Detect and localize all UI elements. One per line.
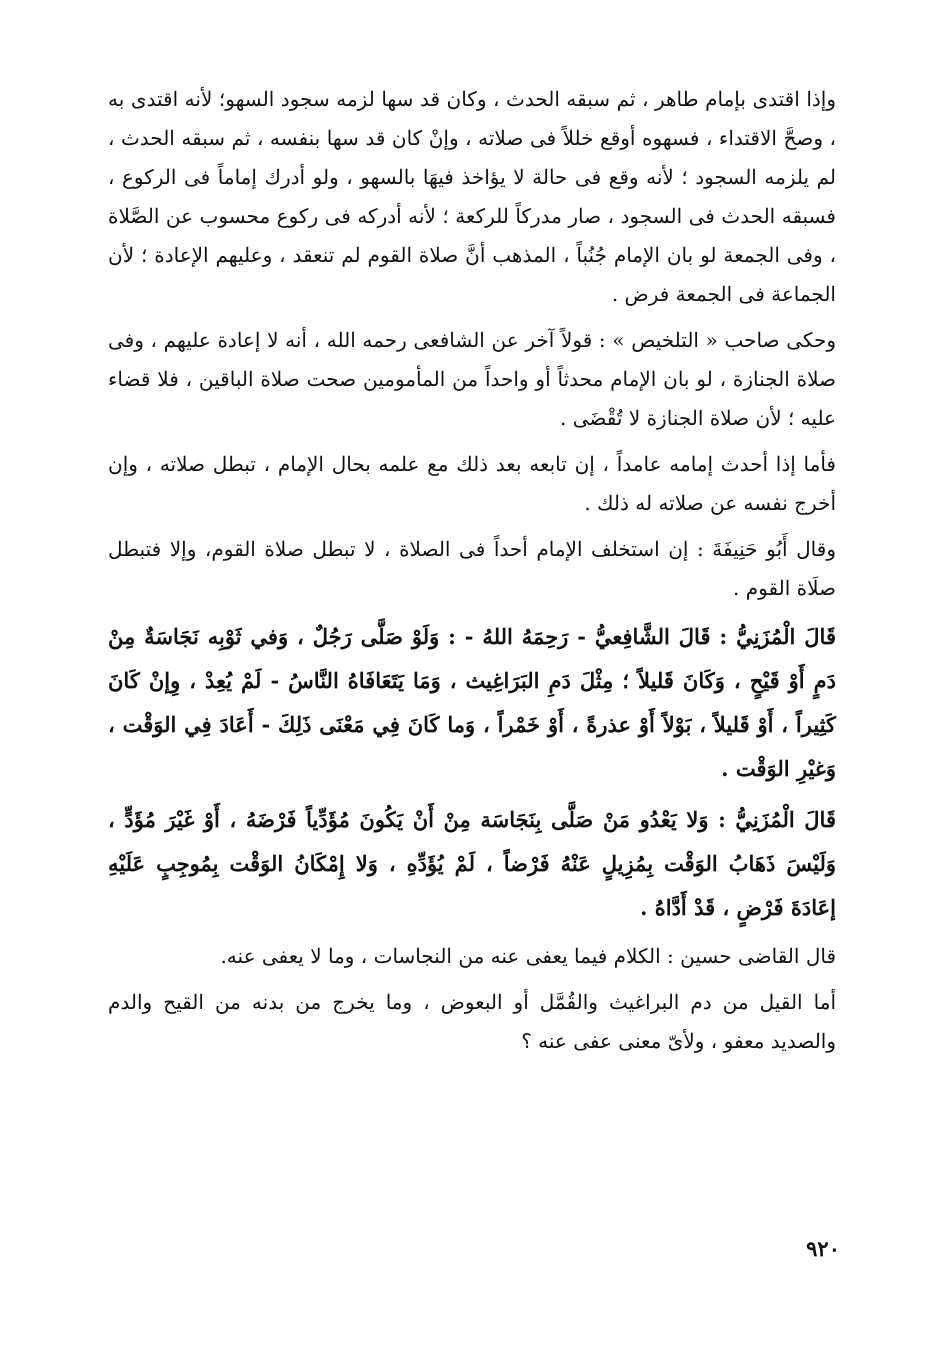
paragraph-qadi-husayn: قال القاضى حسين : الكلام فيما يعفى عنه من النجاسات ، وما لا يعفى عنه. — [220, 944, 836, 968]
paragraph-amid: فأما إذا أحدث إمامه عامداً ، إن تابعه بعد ذلك مع علمه بحال الإمام ، تبطل صلاته ، وإن أخرج نفسه عن صلاته له ذلك . — [108, 452, 836, 515]
matn-paragraph-muzani: قَالَ الْمُزَنِيُّ : وَلا يَعْدُو مَنْ صَلَّى بِنَجَاسَة مِنْ أَنْ يَكُونَ مُؤَدِّياً فَرْضَهُ ، أَوْ غَيْرَ مُؤَدٍّ ، وَلَيْسَ ذَهَابُ الوَقْت بِمُزِيلٍ عَنْهُ فَرْضاً ، لَمْ يُؤَدِّهِ ، وَلا إِمْكَانُ الوَقْت بِمُوجِبٍ عَلَيْهِ إعَادَةَ فَرْضٍ ، قَدْ أَدَّاهُ . — [108, 807, 836, 920]
page-body — [108, 80, 836, 1061]
page-number: ٩٢٠ — [806, 1236, 840, 1261]
paragraph-talkhis: وحكى صاحب « التلخيص » : قولاً آخر عن الشافعى رحمه الله ، أنه لا إعادة عليهم ، وفى صلاة الجنازة ، لو بان الإمام محدثاً أو واحداً من المأمومين صحت صلاة الباقين ، فلا قضاء عليه ؛ لأن صلاة الجنازة لا تُقْضَى . — [108, 328, 836, 430]
matn-paragraph-najasa: قَالَ الْمُزَنِيُّ : قَالَ الشَّافِعيُّ - رَحِمَهُ اللهُ - : وَلَوْ صَلَّى رَجُلٌ ، وَفي ثَوْبِه نَجَاسَةٌ مِنْ دَمٍ أَوْ قَيْحٍ ، وَكَانَ قَليلاً ؛ مِثْلَ دَمِ البَرَاغِيث ، وَمَا يَتَعَافَاهُ النَّاسُ - لَمْ يُعِدْ ، وِإنْ كَانَ كَثِيراً ، أَوْ قَليلاً ، بَوْلاً أَوْ عذرةً ، أَوْ خَمْراً ، وَما كَانَ فِي مَعْنَى ذَلِكَ - أَعَادَ فِي الوَقْت ، وَغيْرِ الوَقْت . — [108, 624, 836, 781]
paragraph-baraghith: أما القيل من دم البراغيث والقُمَّل أو البعوض ، وما يخرج من بدنه من القيح والدم والصديد معفو ، ولأىّ معنى عفى عنه ؟ — [108, 990, 836, 1053]
paragraph-abu-hanifa: وقال أَبُو حَنِيفَةَ : إن استخلف الإمام أحداً فى الصلاة ، لا تبطل صلاة القوم، وإلا فتبطل صلَاة القوم . — [108, 537, 836, 600]
paragraph-imam-hadath: وإذا اقتدى بإمام طاهر ، ثم سبقه الحدث ، وكان قد سها لزمه سجود السهو؛ لأنه اقتدى به ، وصحَّ الاقتداء ، فسهوه أوقع خللاً فى صلاته ، وإنْ كان قد سها بنفسه ، ثم سبقه الحدث ، لم يلزمه السجود ؛ لأنه وقع فى حالة لا يؤاخذ فيهَا بالسهو ، ولو أدرك إماماً فى الركوع ، فسبقه الحدث فى السجود ، صار مدركاً للركعة ؛ لأنه أدركه فى ركوع محسوب عن الصَّلاة ، وفى الجمعة لو بان الإمام جُنُباً ، المذهب أنَّ صلاة القوم لم تنعقد ، وعليهم الإعادة ؛ لأن الجماعة فى الجمعة فرض . — [108, 87, 836, 306]
